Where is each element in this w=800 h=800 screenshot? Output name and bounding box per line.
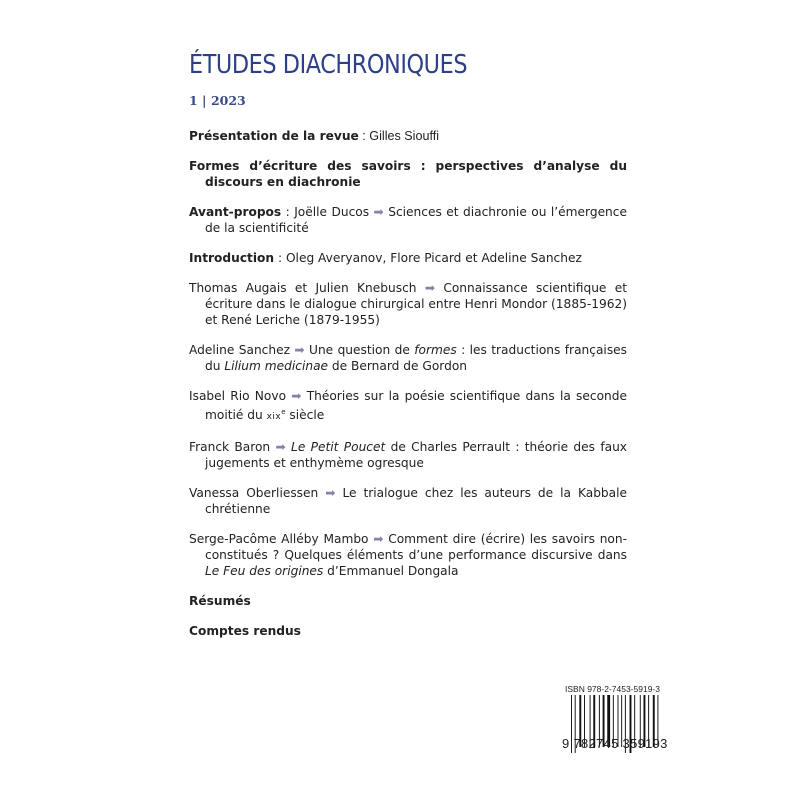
entry-title: siècle xyxy=(285,408,325,423)
entry-title-italic: Lilium medicinae xyxy=(224,359,329,373)
arrow-icon: ➡ xyxy=(373,532,384,547)
entry-title: Connaissance scientifique et écriture dans le dialogue chirurgical entre Henri Mondor (1885-1962) et René Leriche (1879-1955) xyxy=(205,281,628,327)
toc-article xyxy=(189,388,627,425)
issue-number: 1 | 2023 xyxy=(189,93,246,108)
entry-author: Isabel Rio Novo xyxy=(189,389,287,403)
section-label: Comptes rendus xyxy=(189,624,301,639)
entry-title: Théories sur la poésie scientifique dans la seconde moitié du xyxy=(205,389,627,423)
arrow-icon: ➡ xyxy=(424,281,436,295)
toc-presentation xyxy=(189,128,627,144)
entry-author: Gilles Siouffi xyxy=(369,129,440,143)
toc-resumes xyxy=(189,593,627,609)
entry-author: Vanessa Oberliessen xyxy=(189,486,319,501)
entry-title: d’Emmanuel Dongala xyxy=(323,564,459,579)
toc-avant-propos xyxy=(189,204,627,236)
toc-introduction xyxy=(189,250,627,266)
arrow-icon: ➡ xyxy=(275,440,286,455)
entry-label: Introduction xyxy=(189,251,275,265)
toc-comptes-rendus xyxy=(189,623,627,639)
entry-label: Présentation de la revue xyxy=(189,129,359,143)
entry-title: Comment dire (écrire) les savoirs non-constitués ? Quelques éléments d’une performance discursive dans xyxy=(205,532,628,563)
entry-author: Serge-Pacôme Alléby Mambo xyxy=(189,532,369,547)
toc-article xyxy=(189,531,627,579)
entry-title: Sciences et diachronie ou l’émergence de la scientificité xyxy=(205,205,627,235)
journal-title: ÉTUDES DIACHRONIQUES xyxy=(189,50,468,80)
entry-title: de Bernard de Gordon xyxy=(328,359,468,373)
entry-title-italic: Le Petit Poucet xyxy=(291,440,386,455)
entry-title: : les traductions françaises du xyxy=(205,343,628,373)
sep: : xyxy=(274,251,286,265)
arrow-icon: ➡ xyxy=(291,389,302,403)
arrow-icon: ➡ xyxy=(325,486,336,501)
entry-title: de Charles Perrault : théorie des faux jugements et enthymème ogresque xyxy=(205,440,628,471)
table-of-contents xyxy=(189,128,627,653)
arrow-icon: ➡ xyxy=(294,343,305,357)
section-label: Résumés xyxy=(189,594,251,609)
entry-label: Avant-propos xyxy=(189,205,282,219)
toc-article xyxy=(189,439,627,471)
isbn-label: ISBN 978-2-7453-5919-3 xyxy=(565,684,660,694)
theme-title: Formes d’écriture des savoirs : perspectives d’analyse du discours en diachronie xyxy=(189,159,627,189)
entry-title-italic: formes xyxy=(414,343,457,357)
entry-author: Oleg Averyanov, Flore Picard et Adeline Sanchez xyxy=(285,251,582,265)
entry-author: Adeline Sanchez xyxy=(189,343,290,357)
arrow-icon: ➡ xyxy=(373,205,384,219)
entry-title: Le trialogue chez les auteurs de la Kabbale chrétienne xyxy=(205,486,628,517)
sep: : xyxy=(281,205,295,219)
barcode-digits: 9 782745 359193 xyxy=(562,736,668,751)
entry-author: Franck Baron xyxy=(189,440,271,455)
sep: : xyxy=(358,129,370,143)
entry-author: Thomas Augais et Julien Knebusch xyxy=(189,281,417,295)
toc-theme xyxy=(189,158,627,190)
toc-article xyxy=(189,280,627,328)
toc-article xyxy=(189,342,627,374)
entry-author: Joëlle Ducos xyxy=(294,205,370,219)
entry-title: Une question de xyxy=(309,343,415,357)
entry-title-italic: Le Feu des origines xyxy=(205,564,324,579)
century-numeral: xix xyxy=(266,412,282,423)
toc-article xyxy=(189,485,627,517)
superscript: e xyxy=(281,408,286,416)
